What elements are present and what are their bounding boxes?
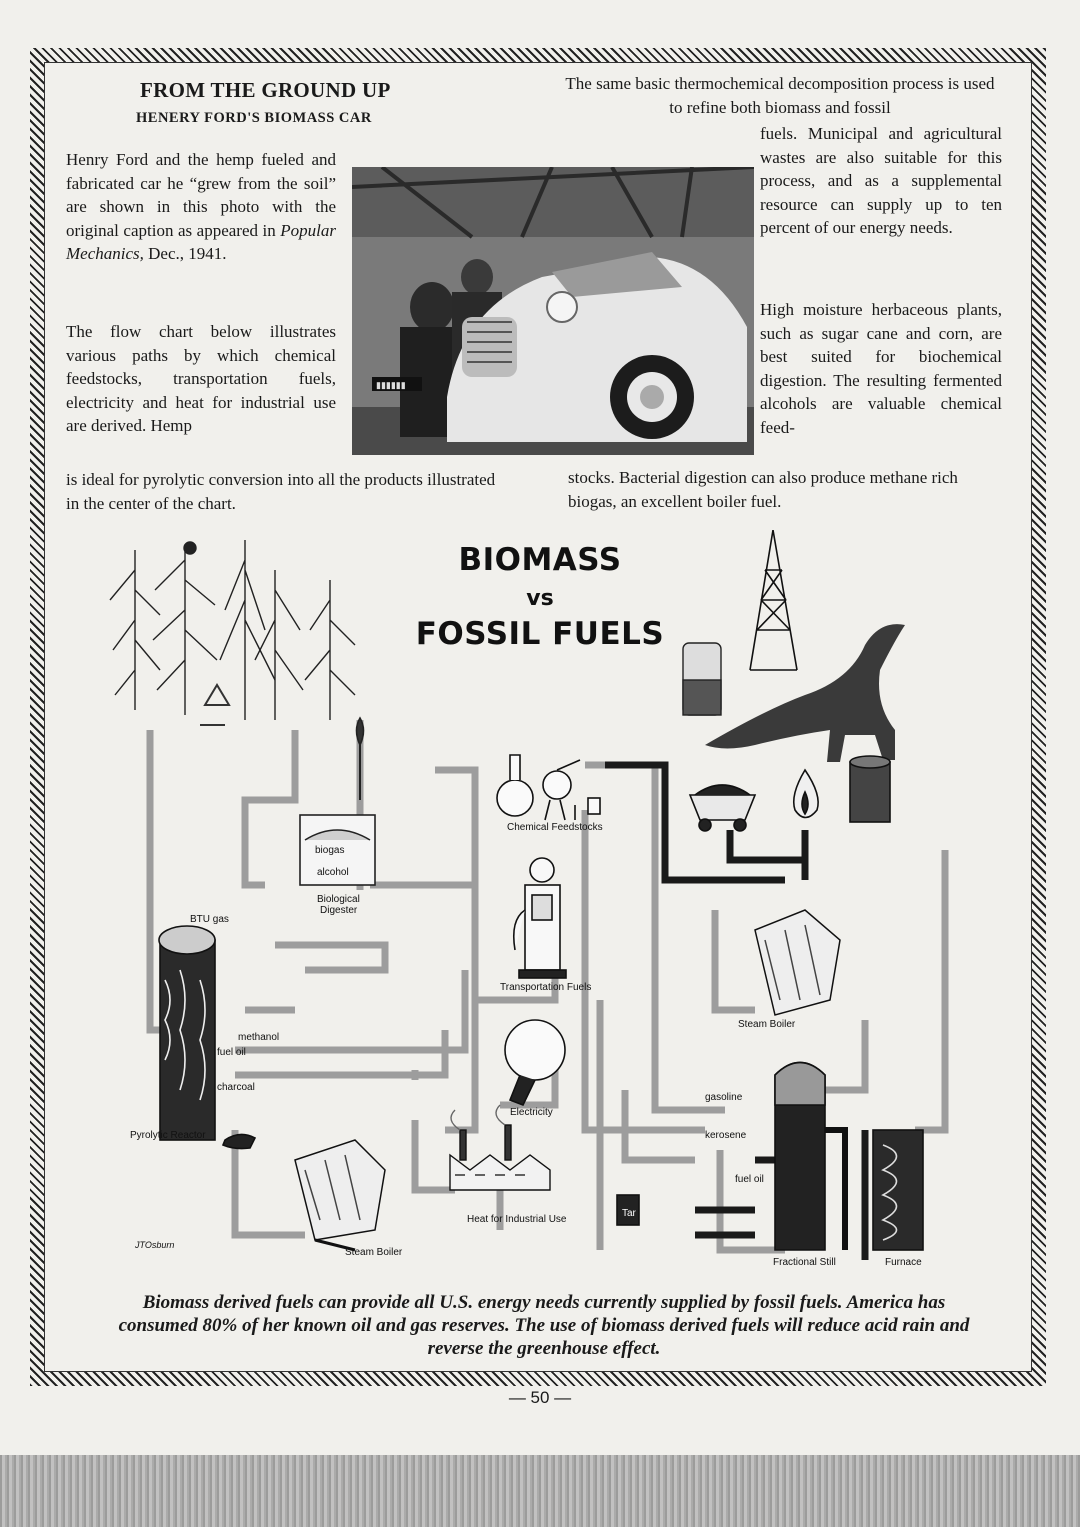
label-alcohol: alcohol [317, 867, 349, 878]
artist-signature: JTOsburn [135, 1240, 175, 1250]
chart-heading-vs: vs [526, 586, 554, 611]
label-tar: Tar [622, 1208, 636, 1219]
label-chemical-feedstocks: Chemical Feedstocks [507, 822, 603, 833]
recycle-icon [200, 685, 229, 725]
chart-heading-fossil-fuels: FOSSIL FUELS [415, 616, 665, 652]
label-fractional-still: Fractional Still [773, 1257, 836, 1268]
gas-pump-icon [514, 858, 566, 978]
label-biological-2: Digester [320, 905, 358, 916]
label-steam-boiler-left: Steam Boiler [345, 1247, 403, 1258]
left-paragraph-1 [66, 148, 336, 266]
storage-tank-illustration [683, 643, 721, 715]
label-pyrolytic-reactor: Pyrolytic Reactor [130, 1130, 206, 1141]
article-title: FROM THE GROUND UP [140, 78, 391, 102]
publication-name: Popular Mechanics, [66, 220, 336, 263]
hemp-car-photo [352, 167, 754, 455]
left-paragraph-1-text: Henry Ford and the hemp fueled and fabricated car he “grew from the soil” are shown in this photo with the original caption as appeared in [66, 150, 336, 240]
label-transportation-fuels: Transportation Fuels [500, 982, 592, 993]
label-kerosene: kerosene [705, 1130, 747, 1141]
biomass-vs-fossil-flow-diagram [105, 530, 985, 1285]
right-paragraph-2: High moisture herbaceous plants, such as sugar cane and corn, are best suited for biochemical digestion. The resulting fermented alcohols are valuable chemical feed- [760, 300, 1002, 437]
label-gasoline: gasoline [705, 1092, 743, 1103]
coal-cart-illustration [690, 785, 755, 831]
label-methanol: methanol [238, 1032, 280, 1043]
right-steam-boiler-illustration [755, 910, 840, 1015]
label-electricity: Electricity [510, 1107, 553, 1118]
label-furnace: Furnace [885, 1257, 922, 1268]
label-steam-boiler-right: Steam Boiler [738, 1019, 796, 1030]
article-subtitle: HENERY FORD'S BIOMASS CAR [136, 110, 372, 126]
svg-text:▮▮▮▮▮▮: ▮▮▮▮▮▮ [376, 380, 406, 390]
right-paragraph-2-continued: stocks. Bacterial digestion can also produce methane rich biogas, an excellent boiler fuel. [568, 468, 958, 511]
label-fuel-oil-left: fuel oil [217, 1047, 246, 1058]
biomass-plants-illustration [110, 540, 355, 720]
biological-digester-illustration [300, 718, 375, 885]
right-intro: The same basic thermochemical decomposition process is used to refine both biomass and fossil [565, 74, 995, 117]
left-paragraph-2-continued: is ideal for pyrolytic conversion into all the products illustrated in the center of the chart. [66, 470, 496, 513]
label-biogas: biogas [315, 845, 345, 856]
label-fuel-oil-right: fuel oil [735, 1174, 764, 1185]
left-steam-boiler-illustration [295, 1140, 385, 1250]
right-paragraph-1: fuels. Municipal and agricultural wastes are also suitable for this process, and as a supplemental resource can supply up to ten percent of our energy needs. [760, 124, 1002, 237]
label-charcoal: charcoal [217, 1082, 255, 1093]
oil-barrel-illustration [850, 756, 890, 822]
left-paragraph-1-date: Dec., 1941. [143, 244, 227, 263]
gas-flame-icon [794, 770, 818, 818]
dinosaur-illustration [705, 624, 905, 762]
furnace-illustration [873, 1130, 923, 1250]
chart-caption: Biomass derived fuels can provide all U.S. energy needs currently supplied by fossil fuels. America has consumed 80% of her known oil and gas reserves. The use of biomass derived fuels will reduce acid rain and reverse the greenhouse effect. [118, 1292, 970, 1359]
label-biological-1: Biological [317, 894, 360, 905]
label-btu-gas: BTU gas [190, 914, 229, 925]
page-number: — 50 — [508, 1388, 572, 1407]
chart-heading-biomass: BIOMASS [458, 542, 622, 578]
oil-derrick-illustration [750, 530, 797, 670]
scanner-edge-band [0, 1455, 1080, 1527]
left-paragraph-2: The flow chart below illustrates various paths by which chemical feedstocks, transportation fuels, electricity and heat for industrial use are derived. Hemp [66, 322, 336, 435]
label-heat-industrial: Heat for Industrial Use [467, 1214, 567, 1225]
